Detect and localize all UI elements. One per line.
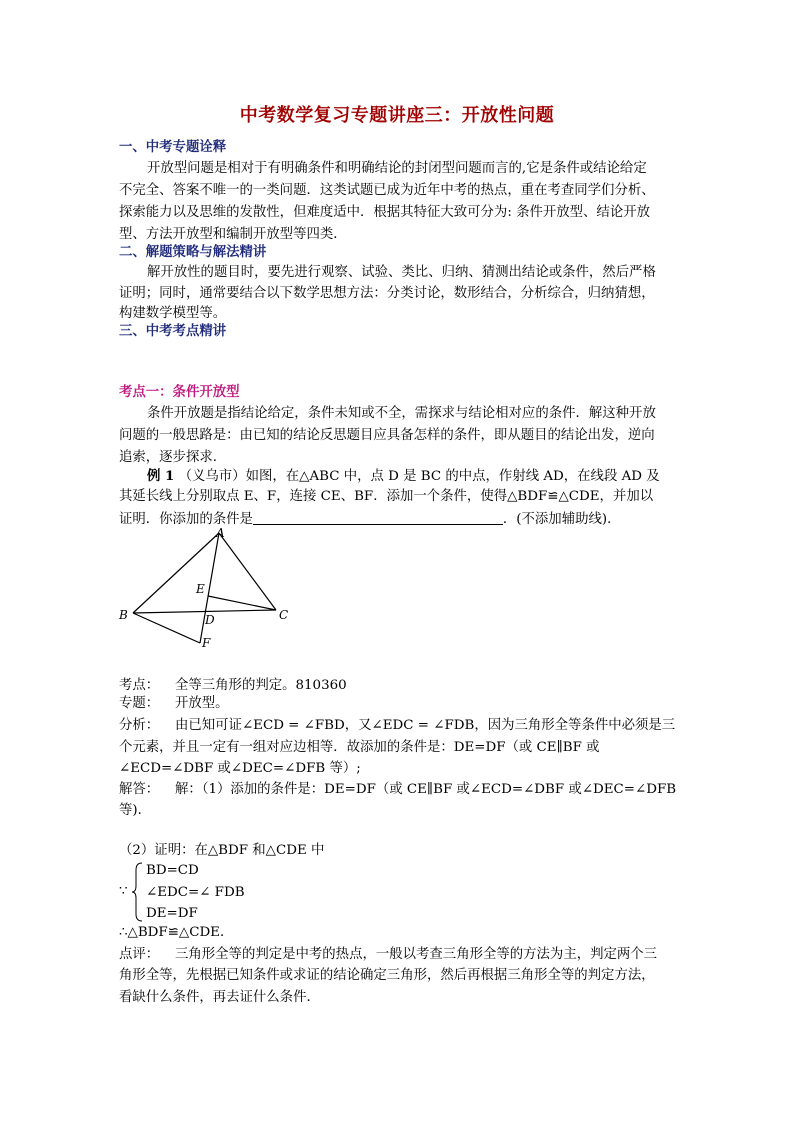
zhuanti-text: 开放型。 <box>175 696 229 711</box>
example-line-1 <box>147 467 660 486</box>
kaodian-1-line-1: 条件开放题是指结论给定，条件未知或不全，需探求与结论相对应的条件．解这种开放 <box>147 406 656 421</box>
jieda-line-2: 等)． <box>119 803 152 818</box>
section-1-line-3: 探索能力以及思维的发散性，但难度适中．根据其特征大致可分为: 条件开放型、结论开放 <box>119 205 650 220</box>
fenxi-line-1: 由已知可证∠ECD = ∠FBD，又∠EDC = ∠FDB，因为三角形全等条件中必须是三 <box>175 718 676 733</box>
condition-1: BD=CD <box>146 863 199 878</box>
section-1-heading: 一、中考专题诠释 <box>119 139 227 155</box>
example-line-2: 其延长线上分别取点 E、F，连接 CE、BF．添加一个条件，使得△BDF≌△CDE，并加以 <box>119 489 654 504</box>
kaodian-text: 全等三角形的判定。810360 <box>175 678 347 693</box>
label-d: D <box>205 613 215 627</box>
example-text-3b: ．(不添加辅助线)． <box>502 512 621 527</box>
kaodian-1-heading: 考点一：条件开放型 <box>119 384 240 400</box>
fenxi-label: 分析： <box>119 718 160 733</box>
section-2-heading: 二、解题策略与解法精讲 <box>119 244 267 260</box>
therefore-line: ∴△BDF≌△CDE． <box>119 925 234 940</box>
because-symbol: ∵ <box>119 884 128 899</box>
kaodian-1-line-2: 问题的一般思路是：由已知的结论反思题目应具备怎样的条件，即从题目的结论出发，逆向 <box>119 428 655 443</box>
section-2-line-3: 构建数学模型等。 <box>119 306 227 321</box>
example-text-3a: 证明．你添加的条件是 <box>119 512 253 527</box>
kaodian-1-line-3: 追索，逐步探求． <box>119 450 227 465</box>
dianping-line-1: 三角形全等的判定是中考的热点，一般以考查三角形全等的方法为主，判定两个三 <box>175 947 658 962</box>
section-1-line-4: 型、方法开放型和编制开放型等四类． <box>119 227 347 242</box>
dianping-line-2: 角形全等，先根据已知条件或求证的结论确定三角形，然后再根据三角形全等的判定方法， <box>119 968 655 983</box>
example-label: 例 1 <box>147 468 175 484</box>
proof-heading: （2）证明：在△BDF 和△CDE 中 <box>119 843 325 858</box>
jieda-line-1: 解：（1）添加的条件是：DE=DF（或 CE∥BF 或∠ECD=∠DBF 或∠DEC=∠DFB <box>175 782 677 797</box>
section-3-heading: 三、中考考点精讲 <box>119 323 227 339</box>
section-2-line-2: 证明；同时，通常要结合以下数学思想方法：分类讨论，数形结合，分析综合，归纳猜想， <box>119 286 655 301</box>
dianping-label: 点评： <box>119 947 160 962</box>
condition-2: ∠EDC=∠ FDB <box>146 885 245 900</box>
fenxi-line-2: 个元素，并且一定有一组对应边相等．故添加的条件是：DE=DF（或 CE∥BF 或 <box>119 740 600 755</box>
answer-blank[interactable] <box>253 510 503 525</box>
label-e: E <box>196 582 205 596</box>
example-text-1: （义乌市）如图，在△ABC 中，点 D 是 BC 的中点，作射线 AD，在线段 AD 及 <box>178 469 660 484</box>
label-b: B <box>119 608 128 622</box>
section-2-line-1: 解开放性的题目时，要先进行观察、试验、类比、归纳、猜测出结论或条件，然后严格 <box>147 265 656 280</box>
label-f: F <box>202 636 211 650</box>
jieda-label: 解答： <box>119 782 160 797</box>
brace-symbol <box>132 862 144 922</box>
condition-3: DE=DF <box>146 906 198 921</box>
segment-ac <box>219 533 276 610</box>
kaodian-label: 考点： <box>119 678 160 693</box>
section-1-line-2: 不完全、答案不唯一的一类问题．这类试题已成为近年中考的热点，重在考查同学们分析、 <box>119 183 655 198</box>
section-1-line-1: 开放型问题是相对于有明确条件和明确结论的封闭型问题而言的,它是条件或结论给定 <box>147 161 647 176</box>
segment-bf <box>133 613 200 643</box>
page-title: 中考数学复习专题讲座三：开放性问题 <box>239 105 555 126</box>
segment-ce <box>208 596 276 610</box>
label-c: C <box>279 608 289 622</box>
triangle-figure <box>112 525 302 655</box>
dianping-line-3: 看缺什么条件，再去证什么条件． <box>119 990 320 1005</box>
label-a: A <box>216 526 225 540</box>
segment-ab <box>133 533 219 613</box>
fenxi-line-3: ∠ECD=∠DBF 或∠DEC=∠DFB 等）; <box>119 761 361 776</box>
zhuanti-label: 专题： <box>119 696 160 711</box>
